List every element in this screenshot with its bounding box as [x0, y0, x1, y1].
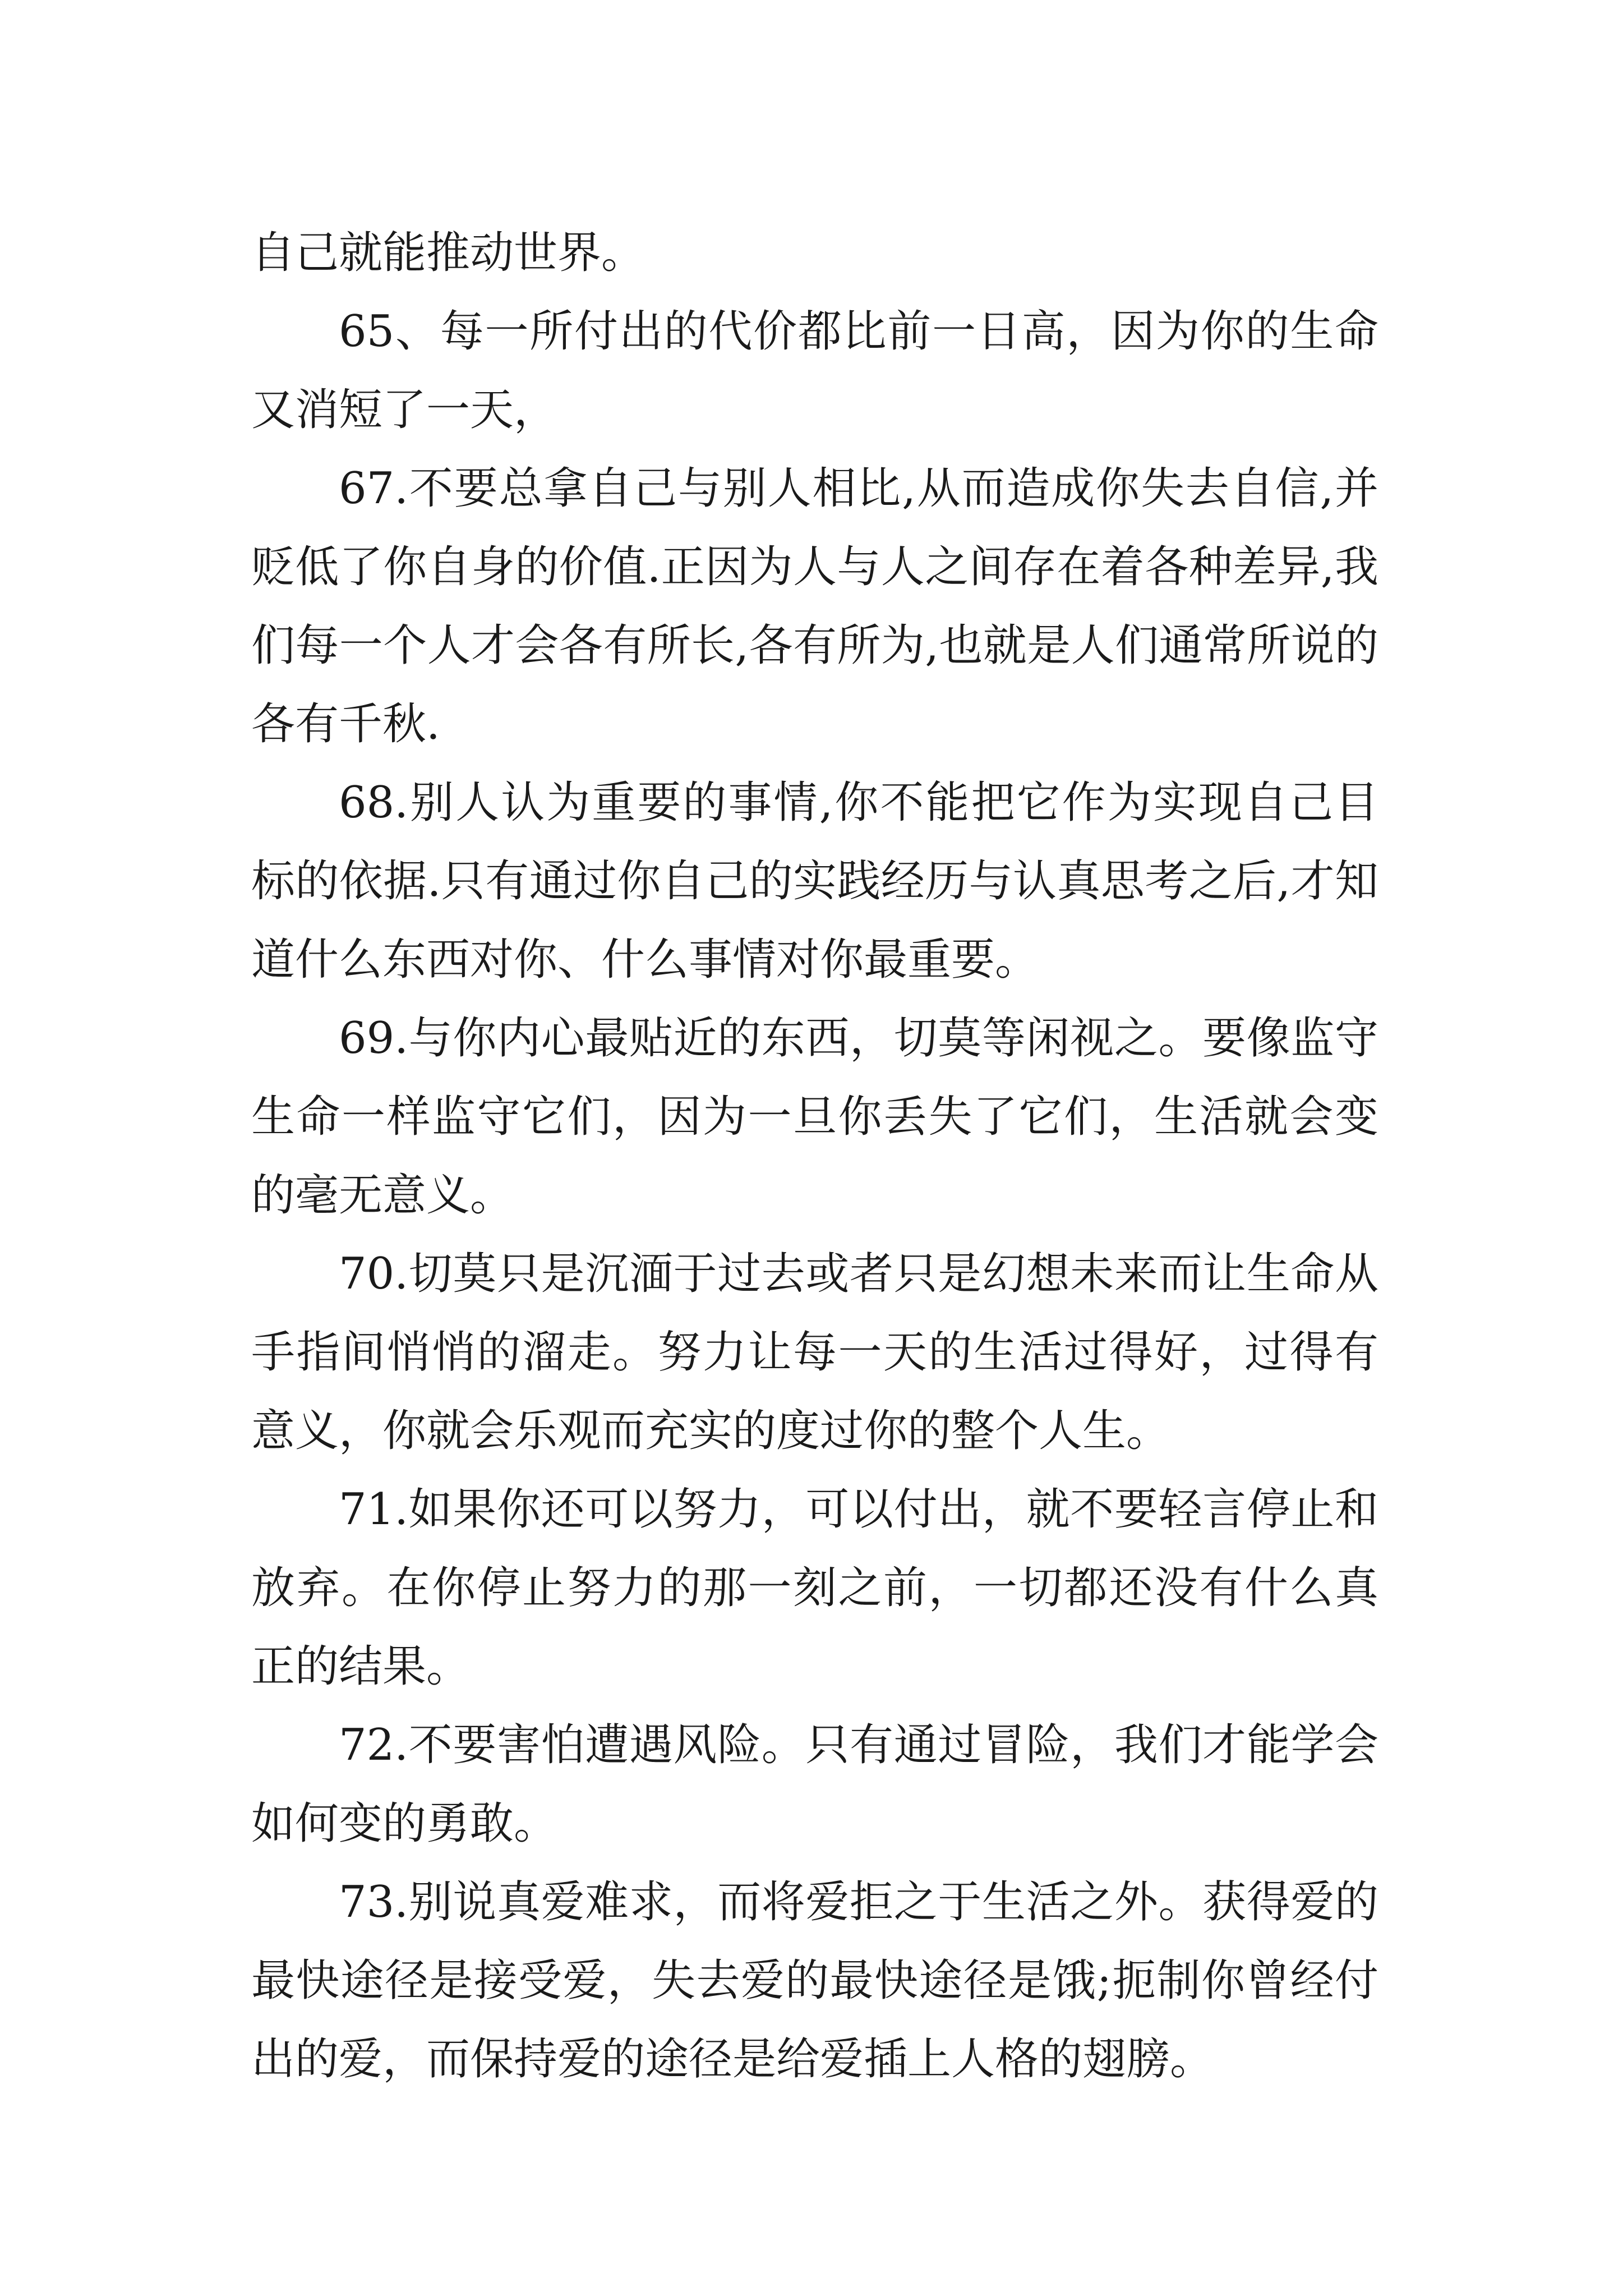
- paragraph-68: 68.别人认为重要的事情,你不能把它作为实现自己目标的依据.只有通过你自己的实践经历与认真思考之后,才知道什么东西对你、什么事情对你最重要。: [251, 777, 1378, 985]
- paragraph-69: 69.与你内心最贴近的东西，切莫等闲视之。要像监守生命一样监守它们，因为一旦你丢失了它们，生活就会变的毫无意义。: [251, 1013, 1378, 1221]
- paragraph-73: 73.别说真爱难求，而将爱拒之于生活之外。获得爱的最快途径是接受爱，失去爱的最快途径是饿;扼制你曾经付出的爱，而保持爱的途径是给爱插上人格的翅膀。: [251, 1877, 1378, 2085]
- paragraph-67: 67.不要总拿自己与别人相比,从而造成你失去自信,并贬低了你自身的价值.正因为人与人之间存在着各种差异,我们每一个人才会各有所长,各有所为,也就是人们通常所说的各有千秋.: [251, 463, 1378, 749]
- paragraph-70: 70.切莫只是沉湎于过去或者只是幻想未来而让生命从手指间悄悄的溜走。努力让每一天的生活过得好，过得有意义，你就会乐观而充实的度过你的整个人生。: [251, 1249, 1378, 1456]
- paragraph-72: 72.不要害怕遭遇风险。只有通过冒险，我们才能学会如何变的勇敢。: [251, 1720, 1378, 1849]
- paragraph-continuation: 自己就能推动世界。: [251, 228, 645, 278]
- paragraph-71: 71.如果你还可以努力，可以付出，就不要轻言停止和放弃。在你停止努力的那一刻之前，一切都还没有什么真正的结果。: [251, 1484, 1378, 1692]
- document-body: [251, 214, 1378, 2099]
- paragraph-65: 65、每一所付出的代价都比前一日高，因为你的生命又消短了一天，: [251, 306, 1378, 435]
